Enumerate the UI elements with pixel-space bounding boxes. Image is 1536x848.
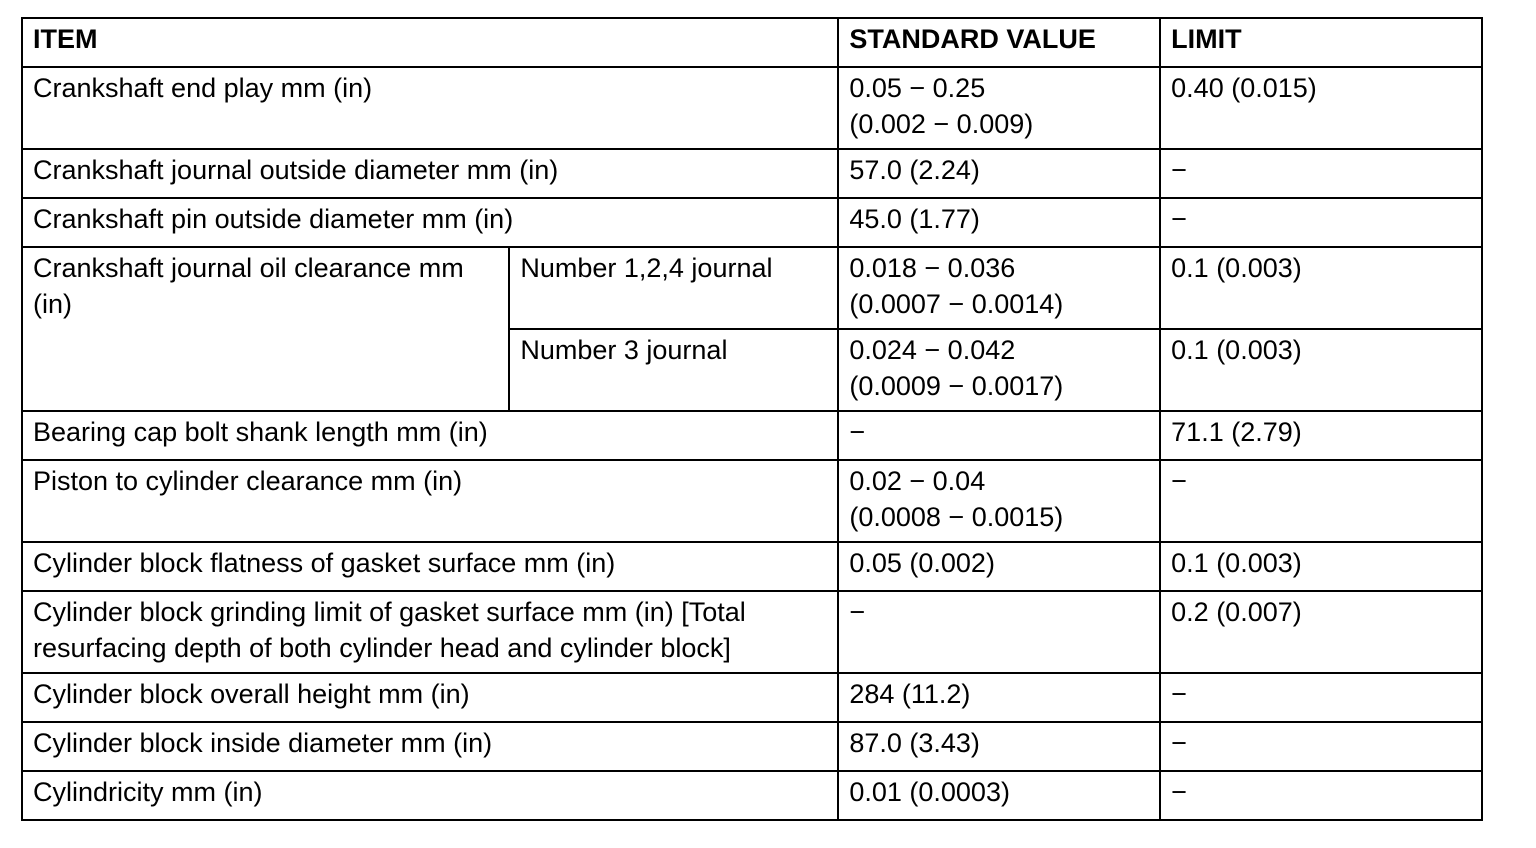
item-line: Cylinder block grinding limit of gasket surface mm (in) [Total (33, 597, 746, 627)
standard-value-cell (838, 460, 1160, 542)
item-cell: Crankshaft journal oil clearance mm (in) (22, 247, 509, 411)
standard-value-cell: 0.01 (0.0003) (838, 771, 1160, 820)
standard-value-cell: 0.05 (0.002) (838, 542, 1160, 591)
standard-value-cell: − (838, 591, 1160, 673)
limit-cell: 0.1 (0.003) (1160, 247, 1482, 329)
limit-cell: 0.1 (0.003) (1160, 542, 1482, 591)
limit-cell: − (1160, 722, 1482, 771)
table-row (22, 411, 1482, 460)
table-row (22, 542, 1482, 591)
standard-value-cell: − (838, 411, 1160, 460)
table-row (22, 67, 1482, 149)
table-row (22, 673, 1482, 722)
standard-value-cell: 284 (11.2) (838, 673, 1160, 722)
sub-item-cell: Number 1,2,4 journal (509, 247, 838, 329)
item-cell: Crankshaft end play mm (in) (22, 67, 838, 149)
item-cell: Crankshaft journal outside diameter mm (in) (22, 149, 838, 198)
header-item: ITEM (22, 18, 838, 67)
item-cell: Bearing cap bolt shank length mm (in) (22, 411, 838, 460)
standard-value-cell: 45.0 (1.77) (838, 198, 1160, 247)
limit-cell: − (1160, 198, 1482, 247)
limit-cell: 0.1 (0.003) (1160, 329, 1482, 411)
table-row (22, 771, 1482, 820)
specifications-table (21, 17, 1483, 821)
standard-value-line: (0.0007 − 0.0014) (849, 289, 1064, 319)
limit-cell: − (1160, 771, 1482, 820)
table-row (22, 460, 1482, 542)
table-row (22, 591, 1482, 673)
standard-value-line: (0.002 − 0.009) (849, 109, 1034, 139)
standard-value-line: (0.0009 − 0.0017) (849, 371, 1064, 401)
table-row (22, 198, 1482, 247)
item-cell: Cylinder block overall height mm (in) (22, 673, 838, 722)
standard-value-line: 0.02 − 0.04 (849, 466, 986, 496)
standard-value-cell (838, 329, 1160, 411)
standard-value-line: (0.0008 − 0.0015) (849, 502, 1064, 532)
limit-cell: − (1160, 673, 1482, 722)
header-limit: LIMIT (1160, 18, 1482, 67)
item-line: resurfacing depth of both cylinder head and cylinder block] (33, 633, 731, 663)
limit-cell: − (1160, 149, 1482, 198)
item-cell: Piston to cylinder clearance mm (in) (22, 460, 838, 542)
header-standard-value: STANDARD VALUE (838, 18, 1160, 67)
item-cell (22, 591, 838, 673)
table-row (22, 722, 1482, 771)
limit-cell: 0.40 (0.015) (1160, 67, 1482, 149)
sub-item-cell: Number 3 journal (509, 329, 838, 411)
standard-value-line: 0.05 − 0.25 (849, 73, 986, 103)
standard-value-line: 0.024 − 0.042 (849, 335, 1016, 365)
item-cell: Crankshaft pin outside diameter mm (in) (22, 198, 838, 247)
item-cell: Cylindricity mm (in) (22, 771, 838, 820)
item-cell: Cylinder block inside diameter mm (in) (22, 722, 838, 771)
table-row (22, 149, 1482, 198)
limit-cell: − (1160, 460, 1482, 542)
standard-value-cell (838, 67, 1160, 149)
table-row (22, 247, 1482, 329)
limit-cell: 71.1 (2.79) (1160, 411, 1482, 460)
standard-value-cell: 57.0 (2.24) (838, 149, 1160, 198)
standard-value-cell (838, 247, 1160, 329)
limit-cell: 0.2 (0.007) (1160, 591, 1482, 673)
standard-value-line: 0.018 − 0.036 (849, 253, 1016, 283)
item-cell: Cylinder block flatness of gasket surface mm (in) (22, 542, 838, 591)
table-header-row (22, 18, 1482, 67)
standard-value-cell: 87.0 (3.43) (838, 722, 1160, 771)
